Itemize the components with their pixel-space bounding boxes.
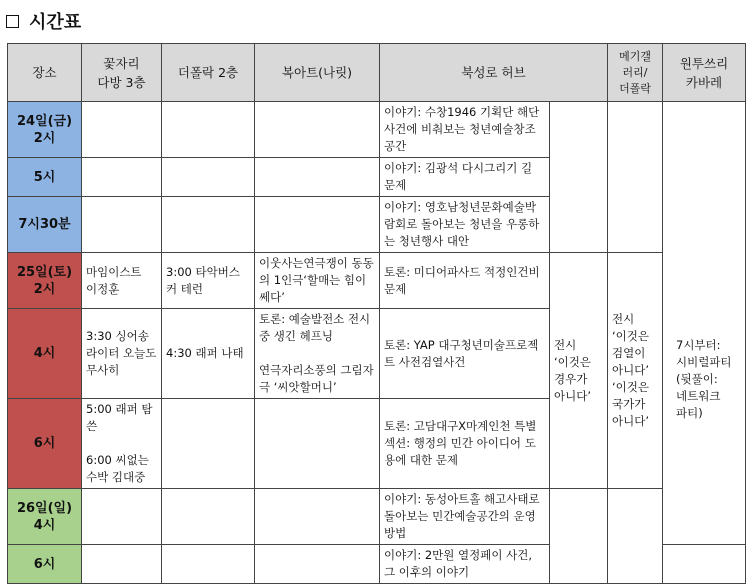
empty-cell xyxy=(82,489,162,545)
time-cell: 5시 xyxy=(8,158,82,197)
header-bokart: 복아트(나릿) xyxy=(255,44,380,102)
empty-cell xyxy=(162,545,255,584)
empty-cell xyxy=(608,102,663,253)
header-onetwo: 원투쓰리 카바레 xyxy=(663,44,746,102)
day-cell-fri xyxy=(8,102,82,158)
depollak-cell: 4:30 래퍼 나태 xyxy=(162,309,255,399)
time-cell: 6시 xyxy=(8,545,82,584)
empty-cell xyxy=(608,489,663,584)
empty-cell xyxy=(550,489,608,584)
empty-cell xyxy=(82,158,162,197)
bokart-cell: 토론: 예술발전소 전시 중 생긴 헤프닝 연극자리소풍의 그림자극 ‘씨앗할머니’ xyxy=(255,309,380,399)
date-label: 25일(토) xyxy=(16,264,73,280)
empty-cell xyxy=(82,197,162,253)
empty-cell xyxy=(255,399,380,489)
empty-cell xyxy=(550,102,608,253)
day-cell-sun xyxy=(8,489,82,545)
table-row xyxy=(8,489,746,545)
time-cell: 6시 xyxy=(8,399,82,489)
empty-cell xyxy=(255,102,380,158)
kkotjari-cell: 3:30 싱어송라이터 오늘도 무사히 xyxy=(82,309,162,399)
header-depollak: 더폴락 2층 xyxy=(162,44,255,102)
header-hub: 북성로 허브 xyxy=(380,44,608,102)
header-place: 장소 xyxy=(8,44,82,102)
schedule-table xyxy=(7,43,746,584)
hub-cell: 이야기: 영호남청년문화예술박람회로 돌아보는 청년을 우롱하는 청년행사 대안 xyxy=(380,197,550,253)
date-label: 24일(금) xyxy=(16,113,73,129)
empty-cell xyxy=(162,158,255,197)
empty-cell xyxy=(162,399,255,489)
empty-cell xyxy=(82,102,162,158)
kkotjari-cell: 5:00 래퍼 탐쓴 6:00 씨없는 수박 김대중 xyxy=(82,399,162,489)
header-megi: 메기갤 러리/ 더폴락 xyxy=(608,44,663,102)
header-kkotjari: 꽃자리 다방 3층 xyxy=(82,44,162,102)
date-label: 26일(일) xyxy=(16,500,73,516)
empty-cell xyxy=(663,102,746,545)
depollak-cell: 3:00 타악버스커 테런 xyxy=(162,253,255,309)
empty-cell xyxy=(255,197,380,253)
empty-cell xyxy=(162,489,255,545)
hub-cell: 토론: 미디어파사드 적정인건비 문제 xyxy=(380,253,550,309)
empty-cell xyxy=(255,489,380,545)
hub-cell: 이야기: 김광석 다시그리기 길 문제 xyxy=(380,158,550,197)
empty-cell xyxy=(162,197,255,253)
empty-cell xyxy=(255,545,380,584)
time-label: 2시 xyxy=(33,130,56,146)
header-row xyxy=(8,44,746,102)
hub-cell: 이야기: 2만원 열정페이 사건, 그 이후의 이야기 xyxy=(380,545,550,584)
empty-cell xyxy=(663,545,746,584)
day-cell-sat xyxy=(8,253,82,309)
onetwo-party-cell: 7시부터: 시비럴파티(뒷풀이: 네트워크 파티) xyxy=(676,338,732,420)
empty-cell xyxy=(82,545,162,584)
bokart-cell: 이웃사는연극쟁이 동동의 1인극‘할매는 힘이 쎄다’ xyxy=(255,253,380,309)
title-text: 시간표 xyxy=(29,12,82,33)
hub-exhibit-cell: 전시 ‘이것은 경우가 아니다’ xyxy=(550,253,608,489)
hub-cell: 토론: YAP 대구청년미술프로젝트 사전검열사건 xyxy=(380,309,550,399)
empty-cell xyxy=(255,158,380,197)
time-label: 2시 xyxy=(33,281,56,297)
hub-cell: 이야기: 동성아트홀 해고사태로 돌아보는 민간예술공간의 운영방법 xyxy=(380,489,550,545)
table-row xyxy=(8,253,746,309)
empty-cell xyxy=(162,102,255,158)
hub-cell: 토론: 고담대구X마계인천 특별섹션: 행정의 민간 아이디어 도용에 대한 문제 xyxy=(380,399,550,489)
hub-cell: 이야기: 수창1946 기획단 해단사건에 비춰보는 청년예술창조공간 xyxy=(380,102,550,158)
time-label: 4시 xyxy=(33,517,56,533)
megi-exhibit-cell: 전시 ‘이것은 검열이 아니다’ ‘이것은 국가가 아니다’ xyxy=(608,253,663,489)
time-cell: 4시 xyxy=(8,309,82,399)
page-title xyxy=(6,8,81,34)
kkotjari-cell: 마임이스트 이정훈 xyxy=(82,253,162,309)
table-row xyxy=(8,102,746,158)
checkbox-bullet-icon xyxy=(6,15,19,28)
time-cell: 7시30분 xyxy=(8,197,82,253)
